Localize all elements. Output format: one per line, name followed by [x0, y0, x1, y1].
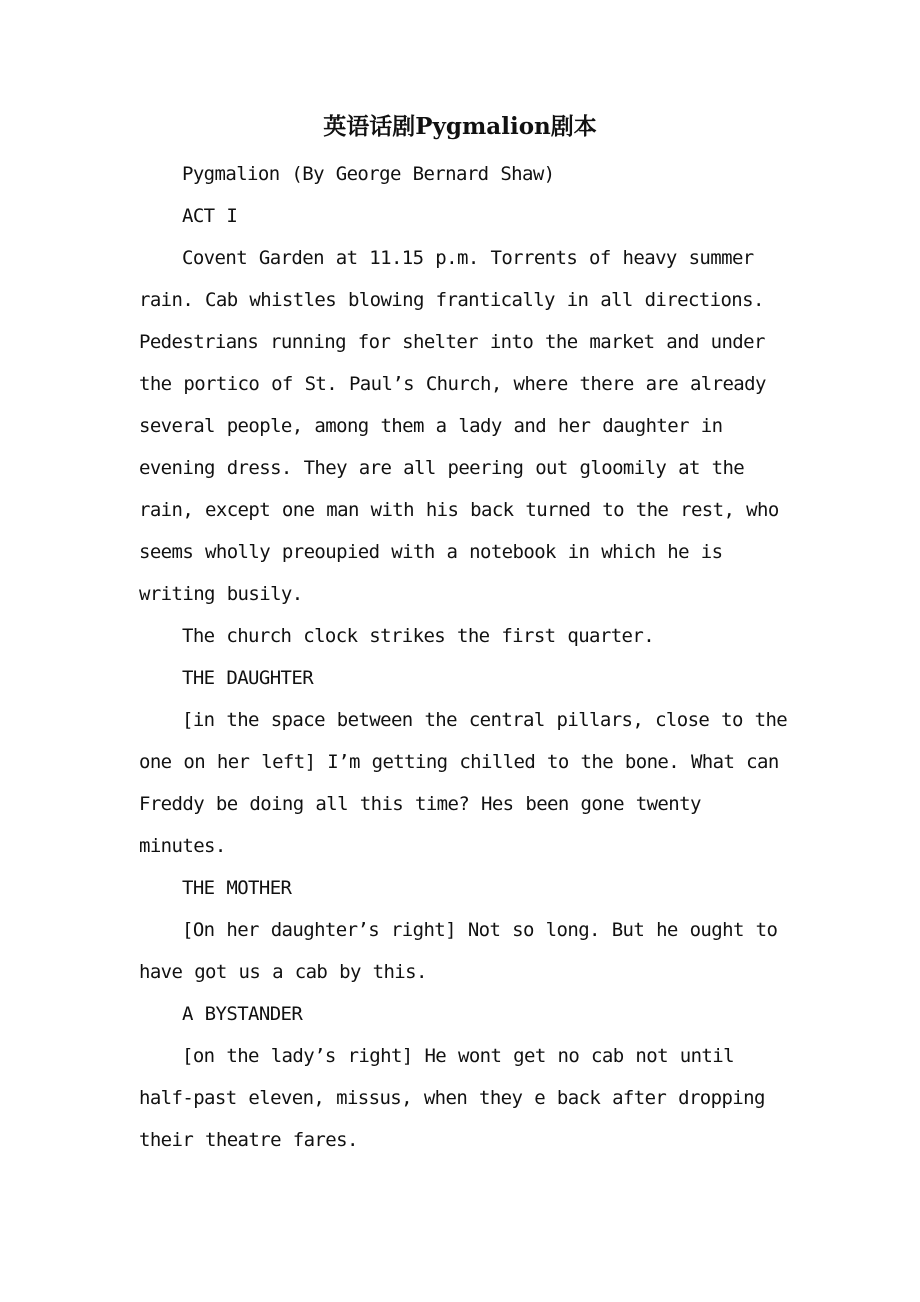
speaker-name: THE MOTHER — [182, 877, 292, 899]
stage-direction-paragraph: Covent Garden at 11.15 p.m. Torrents of heavy summer rain. Cab whistles blowing frantically in all directions. Pedestrians running for shelter into the market and under the portico of St. Paul’s Church, where there are already several people, among them a lady and her daughter in evening dress. They are all peering out gloomily at the rain, except one man with his back turned to the rest, who seems wholly preoupied with a notebook in which he is writing busily. — [139, 247, 779, 605]
speaker-name: A BYSTANDER — [182, 1003, 303, 1025]
speaker-name: THE DAUGHTER — [182, 667, 314, 689]
dialogue-paragraph: [on the lady’s right] He wont get no cab not until half-past eleven, missus, when they e back after dropping their theatre fares. — [139, 1045, 765, 1151]
byline-paragraph: Pygmalion (By George Bernard Shaw) — [182, 163, 555, 185]
act-heading: ACT I — [182, 205, 238, 227]
document-body — [139, 153, 789, 1161]
stage-direction-paragraph: The church clock strikes the first quarter. — [182, 625, 655, 647]
dialogue-paragraph: [in the space between the central pillars, close to the one on her left] I’m getting chilled to the bone. What can Freddy be doing all this time? Hes been gone twenty minutes. — [139, 709, 788, 857]
document-title: 英语话剧Pygmalion剧本 — [323, 113, 597, 140]
dialogue-paragraph: [On her daughter’s right] Not so long. But he ought to have got us a cab by this. — [139, 919, 778, 983]
